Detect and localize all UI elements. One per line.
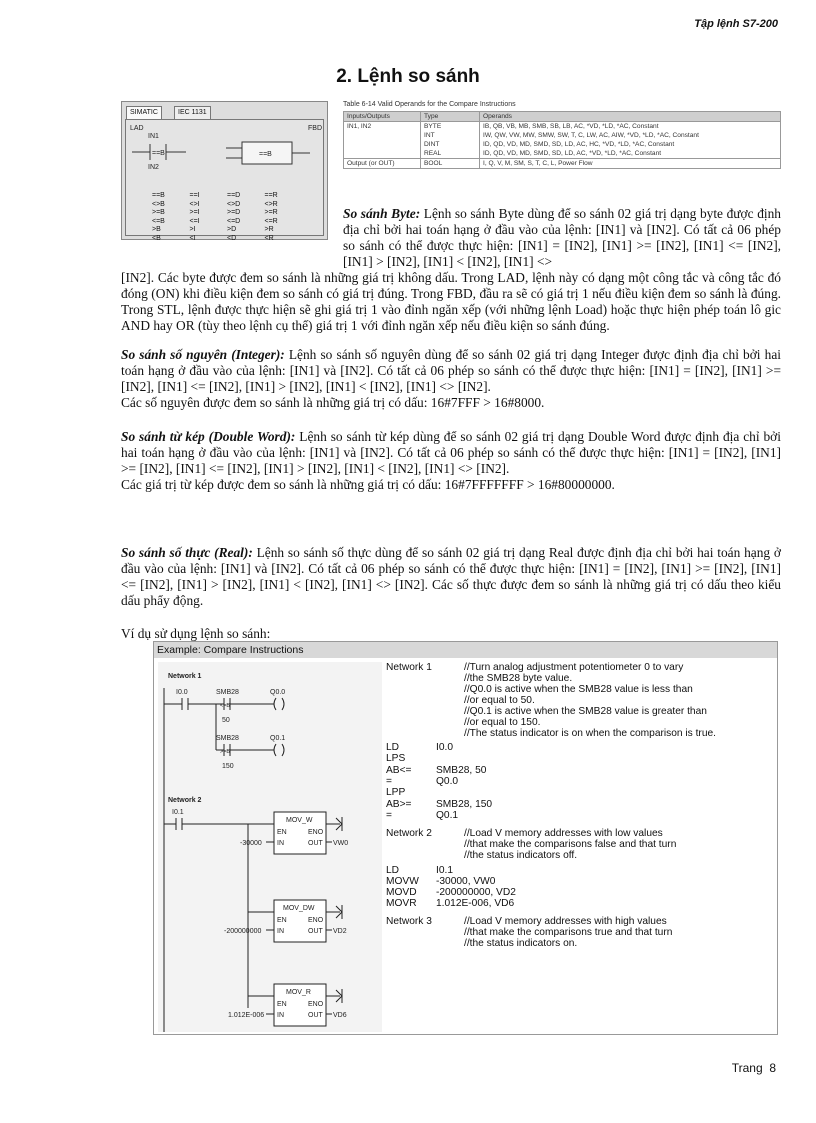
text-dword-2: Các giá trị từ kép được đem so sánh là những giá trị có dấu: 16#7FFFFFFF > 16#80000000. [121,477,615,492]
page-num: 8 [769,1061,776,1075]
compare-op-list [152,192,302,243]
lead-dword: So sánh từ kép (Double Word): [121,429,296,444]
lad-compare-op: ==B [152,150,165,157]
cell-operands: IB, QB, VB, MB, SMB, SB, LB, AC, *VD, *LD, *AC, Constant [480,122,781,132]
box1-out: OUT [308,840,323,847]
compare-op[interactable]: >R [264,226,274,233]
stl-instruction: AB<= [386,765,412,776]
compare-op[interactable]: >I [189,226,196,233]
box3-en: EN [277,1001,287,1008]
example-intro: Ví dụ sử dụng lệnh so sánh: [121,626,271,641]
page-number [732,1061,776,1075]
ladder-i00: I0.0 [176,689,188,696]
stl-operand: //Load V memory addresses with low values [464,828,663,839]
box3-out-value: VD6 [333,1012,347,1019]
table-row [344,140,781,149]
stl-operand: //Turn analog adjustment potentiometer 0 to vary [464,662,684,673]
cell-type: BOOL [421,159,480,169]
ladder-q01: Q0.1 [270,735,286,742]
stl-instruction: MOVD [386,887,417,898]
tab-iec1131[interactable]: IEC 1131 [174,106,211,119]
compare-symbols-diagram [126,120,323,190]
paragraph-real [121,545,781,609]
stl-operand: SMB28, 50 [436,765,487,776]
stl-operand: I0.0 [436,742,453,753]
stl-operand: //Load V memory addresses with high values [464,916,667,927]
stl-operand: //or equal to 50. [464,695,535,706]
stl-operand: //The status indicator is on when the comparison is true. [464,728,716,739]
ladder-diagram [158,662,382,1032]
box3-out: OUT [308,1012,323,1019]
box2-out-value: VD2 [333,928,347,935]
cell-type: INT [421,131,480,140]
cell-operands: I, Q, V, M, SM, S, T, C, L, Power Flow [480,159,781,169]
box1-en: EN [277,829,287,836]
lead-byte: So sánh Byte: [343,206,421,221]
box3-eno: ENO [308,1001,324,1008]
compare-op[interactable]: <B [152,234,161,242]
paragraph-byte-cont: [IN2]. Các byte được đem so sánh là những giá trị không dấu. Trong LAD, lệnh này có dạng một công tắc và công tắc đó đóng (ON) khi điều kiện đem so sánh có giá trị đúng. Trong FBD, đầu ra sẽ có giá trị 1 nếu điều kiện đem so sánh là đúng. Trong STL, lệnh được thực hiện sẽ ghi giá trị 1 vào đỉnh ngăn xếp (với những lệnh Load) hoặc thực hiện phép toán lô gic AND hay OR (tùy theo lệnh cụ thể) giá trị 1 với đỉnh ngăn xếp nếu điều kiện so sánh đúng. [121,270,781,333]
compare-op[interactable]: <=D [227,217,241,225]
stl-operand: I0.1 [436,865,453,876]
example-title: Example: Compare Instructions [154,642,777,658]
col-operands: Operands [480,112,781,122]
ladder-network1: Network 1 [168,673,202,680]
table-row [344,149,781,159]
fbd-label: FBD [308,125,322,132]
ladder-q00: Q0.0 [270,689,286,696]
table-row [344,159,781,169]
text-real: Lệnh so sánh số thực dùng để so sánh 02 giá trị dạng Real được định địa chỉ bởi hai toán hạng ở đầu vào của lệnh: [IN1] và [IN2]. Có tất cả 06 phép so sánh có thể được thực hiện: [IN1] = [IN2], [IN1] >= [IN2], [IN1] <= [IN2], [IN1] > [IN2], [IN1] < [IN2], [IN1] <> [IN2]. Các số thực được đem so sánh là những giá trị có dấu theo kiểu dấu phẩy động. [121,545,781,608]
stl-instruction: Network 2 [386,828,432,839]
cell-type: BYTE [421,122,480,132]
compare-op[interactable]: ==B [152,192,165,199]
table-row [344,122,781,132]
page-label: Trang [731,1061,763,1075]
box1-in: IN [277,840,284,847]
compare-op[interactable]: <>D [227,200,241,208]
stl-instruction: = [386,776,392,787]
section-title: 2. Lệnh so sánh [336,66,480,87]
stl-operand: SMB28, 150 [436,799,493,810]
col-io: Inputs/Outputs [344,112,421,122]
in1-label: IN1 [148,133,159,140]
tab-simatic[interactable]: SIMATIC [126,106,162,119]
stl-operand: Q0.1 [436,810,459,821]
paragraph-byte [343,206,781,270]
stl-instruction: MOVR [386,898,417,909]
ladder-network2: Network 2 [168,797,202,804]
compare-op[interactable]: <=B [152,217,165,225]
box3-in-value: 1.012E-006 [228,1012,265,1019]
ladder-150: 150 [222,763,234,770]
paragraph-dword [121,429,781,493]
cell-io: Output (or OUT) [344,159,421,169]
box2-in-value: -200000000 [224,928,262,935]
col-type: Type [421,112,480,122]
compare-op[interactable]: >=D [227,209,241,216]
text-byte: Lệnh so sánh Byte dùng để so sánh 02 giá trị dạng byte được định địa chỉ bởi hai toán hạng ở đầu vào của lệnh: [IN1] và [IN2]. Có tất cả 06 phép so sánh có thể được thực hiện: [IN1] = [IN2], [IN1] >= [IN2], [IN1] <= [IN2], [IN1] > [IN2], [IN1] < [IN2], [IN1] <> [343,206,782,269]
compare-op[interactable]: ==I [189,192,200,199]
stl-instruction: LD [386,865,400,876]
box1-eno: ENO [308,829,324,836]
stl-operand: //Q0.1 is active when the SMB28 value is greater than [464,706,707,717]
compare-op[interactable]: <=I [189,217,200,225]
ladder-50: 50 [222,717,230,724]
stl-instruction: Network 3 [386,916,432,927]
text-integer: Lệnh so sánh số nguyên dùng để so sánh 02 giá trị dạng Integer được định địa chỉ bởi hai toán hạng ở đầu vào của lệnh: [IN1] và [IN2]. Có tất cả 06 phép so sánh có thể được thực hiện: [IN1] = [IN2], [IN1] >= [IN2], [IN1] <= [IN2], [IN1] > [IN2], [IN1] < [IN2], [IN1] <> [IN2]. [121,347,781,394]
compare-op[interactable]: <R [264,234,274,242]
cell-io [344,149,421,159]
ladder-smb28a: SMB28 [216,689,239,696]
stl-operand: Q0.0 [436,776,459,787]
text-dword: Lệnh so sánh từ kép dùng để so sánh 02 giá trị dạng Double Word được định địa chỉ bởi hai toán hạng ở đầu vào của lệnh: [IN1] và [IN2]. Có tất cả 06 phép so sánh có thể được thực hiện: [IN1] = [IN2], [IN1] >= [IN2], [IN1] <= [IN2], [IN1] > [IN2], [IN1] < [IN2], [IN1] <> [IN2]. [121,429,781,476]
stl-operand: //Q0.0 is active when the SMB28 value is less than [464,684,693,695]
panel-body [125,119,324,242]
lead-integer: So sánh số nguyên (Integer): [121,347,285,362]
stl-operand: //the SMB28 byte value. [464,673,573,684]
box3-in: IN [277,1012,284,1019]
compare-op[interactable]: <D [227,234,237,242]
compare-op[interactable]: ==R [264,192,278,199]
lead-real: So sánh số thực (Real): [121,545,253,560]
stl-operand: -30000, VW0 [436,876,496,887]
box2-out: OUT [308,928,323,935]
text-integer-2: Các số nguyên được đem so sánh là những giá trị có dấu: 16#7FFF > 16#8000. [121,395,545,410]
compare-op[interactable]: <>I [189,200,200,208]
stl-operand: //the status indicators off. [464,850,578,861]
book-header: Tập lệnh S7-200 [694,18,778,30]
box2-en: EN [277,917,287,924]
table-row [344,131,781,140]
ladder-cmp2: >=B [220,749,231,755]
cell-type: REAL [421,149,480,159]
stl-instruction: LD [386,742,400,753]
stl-instruction: LPS [386,753,406,764]
ladder-smb28b: SMB28 [216,735,239,742]
table-caption: Table 6-14 Valid Operands for the Compare Instructions [343,101,516,108]
stl-operand: //that make the comparisons true and that turn [464,927,673,938]
compare-op[interactable]: ==D [227,192,241,199]
box1-in-value: -30000 [240,840,262,847]
stl-instruction: = [386,810,392,821]
lad-label: LAD [130,125,144,132]
compare-op[interactable]: <=R [264,217,278,225]
ladder-svg [158,662,382,1032]
operands-table [343,111,781,169]
cell-operands: IW, QW, VW, MW, SMW, SW, T, C, LW, AC, AIW, *VD, *LD, *AC, Constant [480,131,781,140]
compare-op[interactable]: >=B [152,209,165,216]
ladder-cmp1: <=B [220,703,231,709]
stl-operand: //that make the comparisons false and that turn [464,839,677,850]
example-figure [153,641,778,1035]
compare-op[interactable]: >D [227,226,237,233]
stl-instruction: Network 1 [386,662,432,673]
stl-code [384,662,774,1032]
instruction-panel [121,101,328,240]
stl-instruction: MOVW [386,876,419,887]
stl-instruction: LPP [386,787,406,798]
compare-op[interactable]: >B [152,226,161,233]
ladder-i01: I0.1 [172,809,184,816]
stl-operand: -200000000, VD2 [436,887,516,898]
stl-instruction: AB>= [386,799,412,810]
cell-io: IN1, IN2 [344,122,421,132]
cell-io [344,131,421,140]
compare-op[interactable]: <I [189,234,196,242]
box3-title: MOV_R [286,989,311,996]
fbd-compare-op: ==B [259,151,272,158]
box1-out-value: VW0 [333,840,349,847]
stl-operand: 1.012E-006, VD6 [436,898,515,909]
cell-operands: ID, QD, VD, MD, SMD, SD, LD, AC, HC, *VD, *LD, *AC, Constant [480,140,781,149]
box1-title: MOV_W [286,817,313,824]
box2-title: MOV_DW [283,905,315,912]
in2-label: IN2 [148,164,159,171]
compare-op[interactable]: <>B [152,200,165,208]
cell-type: DINT [421,140,480,149]
stl-operand: //the status indicators on. [464,938,578,949]
paragraph-integer [121,347,781,411]
compare-op[interactable]: >=R [264,209,278,216]
cell-io [344,140,421,149]
compare-op[interactable]: >=I [189,209,200,216]
cell-operands: ID, QD, VD, MD, SMD, SD, LD, AC, *VD, *LD, *AC, Constant [480,149,781,159]
stl-operand: //or equal to 150. [464,717,541,728]
box2-in: IN [277,928,284,935]
compare-op[interactable]: <>R [264,200,278,208]
box2-eno: ENO [308,917,324,924]
